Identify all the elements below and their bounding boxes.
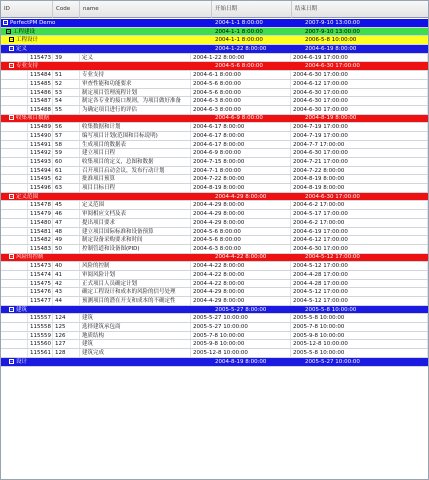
col-code-header[interactable]: Code xyxy=(53,1,80,18)
task-code: 59 xyxy=(53,149,80,157)
task-name: 风险的控制 xyxy=(80,262,191,270)
group-row[interactable] xyxy=(1,62,428,71)
group-row[interactable] xyxy=(1,115,428,124)
task-start: 2004-5-6 8:00:00 xyxy=(191,236,291,244)
task-code: 57 xyxy=(53,132,80,140)
task-name: 控制管道和设备图(PID) xyxy=(80,245,191,253)
task-id: 115557 xyxy=(30,315,51,322)
task-code: 39 xyxy=(53,54,80,62)
task-end: 2004-6-30 17:00:00 xyxy=(291,89,428,97)
row-indent xyxy=(1,219,28,227)
task-end: 2004-7-19 17:00:00 xyxy=(291,123,428,131)
task-start: 2004-6-3 8:00:00 xyxy=(191,106,291,114)
task-start: 2004-1-22 8:00:00 xyxy=(191,54,291,62)
group-title-cell xyxy=(1,193,212,201)
group-title-cell xyxy=(1,45,212,53)
task-id: 115482 xyxy=(30,237,51,244)
collapse-toggle-icon[interactable]: − xyxy=(10,63,14,69)
task-id: 115487 xyxy=(30,98,51,105)
task-name: 地质结构 xyxy=(80,332,191,340)
task-name: 召开项目启动会议，发布行动计划 xyxy=(80,167,191,175)
task-end: 2004-7-21 17:00:00 xyxy=(291,158,428,166)
group-title-cell xyxy=(1,306,212,314)
group-end-date: 2004-6-19 8:00:00 xyxy=(305,45,357,52)
group-start-date: 2004-1-22 8:00:00 xyxy=(215,45,267,52)
task-start: 2005-9-8 10:00:00 xyxy=(191,340,291,348)
task-end: 2004-6-30 17:00:00 xyxy=(291,97,428,105)
col-id-header[interactable]: ID xyxy=(1,1,53,18)
group-title-cell xyxy=(1,36,212,44)
task-end: 2005-5-8 10:00:00 xyxy=(291,349,428,357)
table-row[interactable] xyxy=(1,97,428,106)
task-id: 115496 xyxy=(30,185,51,192)
task-code: 54 xyxy=(53,97,80,105)
row-indent xyxy=(1,123,28,131)
group-start-date: 2004-1-1 8:00:00 xyxy=(215,19,263,26)
task-end: 2004-6-30 17:00:00 xyxy=(291,71,428,79)
task-id: 115474 xyxy=(30,271,51,278)
task-code: 61 xyxy=(53,167,80,175)
table-row[interactable] xyxy=(1,280,428,289)
task-code: 46 xyxy=(53,210,80,218)
group-end-date: 2004-6-30 17:00:00 xyxy=(305,63,360,70)
task-code: 50 xyxy=(53,245,80,253)
row-indent xyxy=(1,167,28,175)
collapse-toggle-icon[interactable]: − xyxy=(10,306,14,312)
task-end: 2004-7-7 17:00:00 xyxy=(291,141,428,149)
task-start: 2004-4-22 8:00:00 xyxy=(191,271,291,279)
group-start-date: 2004-4-29 8:00:00 xyxy=(215,193,267,200)
task-name: 建立项目国际标准和设备预算 xyxy=(80,228,191,236)
task-start: 2005-5-27 10:00:00 xyxy=(191,323,291,331)
task-start: 2004-5-6 8:00:00 xyxy=(191,80,291,88)
collapse-toggle-icon[interactable]: − xyxy=(10,358,14,364)
task-start: 2004-7-15 8:00:00 xyxy=(191,158,291,166)
task-start: 2004-6-17 8:00:00 xyxy=(191,141,291,149)
task-code: 43 xyxy=(53,288,80,296)
group-end-date: 2007-9-10 13:00:00 xyxy=(305,19,360,26)
row-indent xyxy=(1,201,28,209)
task-start: 2005-5-27 10:00:00 xyxy=(191,314,291,322)
task-id: 115495 xyxy=(30,176,51,183)
table-row[interactable] xyxy=(1,332,428,341)
task-code: 127 xyxy=(53,340,80,348)
task-code: 44 xyxy=(53,297,80,305)
col-start-header[interactable]: 开始日期 xyxy=(212,1,292,18)
group-start-date: 2004-8-19 8:00:00 xyxy=(215,358,267,365)
collapse-toggle-icon[interactable]: − xyxy=(10,193,14,199)
group-title-cell xyxy=(1,115,212,123)
group-start-date: 2004-5-6 8:00:00 xyxy=(215,63,263,70)
task-name: 编写项目计划(范围和目标说明) xyxy=(80,132,191,140)
task-name: 收集数据和计划 xyxy=(80,123,191,131)
task-id: 115559 xyxy=(30,332,51,339)
group-row[interactable] xyxy=(1,19,428,28)
task-code: 128 xyxy=(53,349,80,357)
group-name: 建筑 xyxy=(16,306,28,313)
task-code: 42 xyxy=(53,280,80,288)
task-end: 2004-6-12 17:00:00 xyxy=(291,80,428,88)
task-id: 115481 xyxy=(30,228,51,235)
table-row[interactable] xyxy=(1,149,428,158)
task-start: 2004-6-17 8:00:00 xyxy=(191,132,291,140)
task-start: 2004-6-9 8:00:00 xyxy=(191,149,291,157)
table-row[interactable] xyxy=(1,123,428,132)
row-indent xyxy=(1,245,28,253)
task-end: 2004-6-19 17:00:00 xyxy=(291,228,428,236)
row-indent xyxy=(1,80,28,88)
collapse-toggle-icon[interactable]: − xyxy=(10,37,14,43)
group-title-cell xyxy=(1,62,212,70)
row-indent xyxy=(1,184,28,192)
grid-rows xyxy=(1,19,428,367)
task-end: 2004-5-17 17:00:00 xyxy=(291,210,428,218)
task-start: 2004-6-1 8:00:00 xyxy=(191,71,291,79)
task-id: 115478 xyxy=(30,202,51,209)
group-name: 收集项目数据 xyxy=(16,115,50,122)
table-row[interactable] xyxy=(1,245,428,254)
task-end: 2004-8-19 8:00:00 xyxy=(291,184,428,192)
row-indent xyxy=(1,280,28,288)
table-row[interactable] xyxy=(1,184,428,193)
table-row[interactable] xyxy=(1,262,428,271)
row-indent xyxy=(1,323,28,331)
group-end-date: 2004-8-19 8:00:00 xyxy=(305,115,357,122)
task-end: 2005-12-8 10:00:00 xyxy=(291,340,428,348)
table-row[interactable] xyxy=(1,349,428,358)
task-id: 115473 xyxy=(30,54,51,61)
task-code: 53 xyxy=(53,89,80,97)
table-row[interactable] xyxy=(1,89,428,98)
task-code: 41 xyxy=(53,271,80,279)
task-name: 定义 xyxy=(80,54,191,62)
table-row[interactable] xyxy=(1,80,428,89)
task-start: 2004-4-29 8:00:00 xyxy=(191,219,291,227)
task-code: 47 xyxy=(53,219,80,227)
table-row[interactable] xyxy=(1,158,428,167)
row-indent xyxy=(1,97,28,105)
task-id: 115558 xyxy=(30,324,51,331)
task-id: 115493 xyxy=(30,159,51,165)
task-end: 2004-6-12 17:00:00 xyxy=(291,236,428,244)
task-start: 2005-12-8 10:00:00 xyxy=(191,349,291,357)
task-code: 125 xyxy=(53,323,80,331)
task-end: 2004-6-30 17:00:00 xyxy=(291,149,428,157)
group-name: 定义范围 xyxy=(16,193,39,200)
task-name: 为确定项目进行的评估 xyxy=(80,106,191,114)
task-start: 2004-4-29 8:00:00 xyxy=(191,201,291,209)
task-start: 2004-4-29 8:00:00 xyxy=(191,297,291,305)
row-indent xyxy=(1,54,28,62)
group-name: PerfectPM Demo xyxy=(10,19,56,26)
row-indent xyxy=(1,332,28,340)
task-end: 2004-7-22 8:00:00 xyxy=(291,167,428,175)
row-indent xyxy=(1,71,28,79)
task-id: 115475 xyxy=(30,280,51,287)
task-name: 审阅相应文档及表 xyxy=(80,210,191,218)
task-code: 51 xyxy=(53,71,80,79)
group-end-date: 2004-6-30 17:00:00 xyxy=(305,193,360,200)
task-id: 115561 xyxy=(30,350,51,357)
row-indent xyxy=(1,210,28,218)
task-end: 2004-8-19 8:00:00 xyxy=(291,175,428,183)
group-start-date: 2005-5-27 8:00:00 xyxy=(215,306,267,313)
task-id: 115491 xyxy=(30,141,51,148)
task-start: 2004-7-22 8:00:00 xyxy=(191,175,291,183)
row-indent xyxy=(1,314,28,322)
column-header xyxy=(1,1,428,18)
group-start-date: 2004-1-1 8:00:00 xyxy=(215,37,263,44)
group-row[interactable] xyxy=(1,36,428,45)
row-indent xyxy=(1,349,28,357)
group-start-date: 2004-4-22 8:00:00 xyxy=(215,254,267,261)
collapse-toggle-icon[interactable]: − xyxy=(10,115,14,121)
table-row[interactable] xyxy=(1,167,428,176)
group-name: 设计 xyxy=(16,358,28,365)
collapse-toggle-icon[interactable]: − xyxy=(7,28,11,34)
task-name: 制定各专业的接口规则，为项目做好准备 xyxy=(80,97,191,105)
group-title-cell xyxy=(1,358,212,366)
task-start: 2004-6-3 8:00:00 xyxy=(191,245,291,253)
group-end-date: 2006-5-8 10:00:00 xyxy=(305,37,357,44)
table-row[interactable] xyxy=(1,271,428,280)
row-indent xyxy=(1,141,28,149)
task-name: 制定设备采购要求和时间 xyxy=(80,236,191,244)
group-end-date: 2005-5-8 10:00:00 xyxy=(305,306,357,313)
task-start: 2004-4-22 8:00:00 xyxy=(191,262,291,270)
row-indent xyxy=(1,262,28,270)
task-end: 2004-6-2 17:00:00 xyxy=(291,201,428,209)
table-row[interactable] xyxy=(1,132,428,141)
table-row[interactable] xyxy=(1,210,428,219)
row-indent xyxy=(1,175,28,183)
task-name: 专业支持 xyxy=(80,71,191,79)
table-row[interactable] xyxy=(1,323,428,332)
task-start: 2004-7-1 8:00:00 xyxy=(191,167,291,175)
task-name: 确定工程设计和成本的风险的信号处理 xyxy=(80,288,191,296)
group-title-cell xyxy=(1,28,212,36)
group-row[interactable] xyxy=(1,358,428,367)
task-code: 60 xyxy=(53,158,80,166)
task-code: 62 xyxy=(53,175,80,183)
group-end-date: 2007-9-10 13:00:00 xyxy=(305,28,360,35)
task-name: 批准项目预算 xyxy=(80,175,191,183)
task-end: 2004-6-2 17:00:00 xyxy=(291,219,428,227)
task-start: 2004-5-6 8:00:00 xyxy=(191,228,291,236)
task-code: 45 xyxy=(53,201,80,209)
task-code: 55 xyxy=(53,106,80,114)
row-indent xyxy=(1,297,28,305)
row-indent xyxy=(1,228,28,236)
task-end: 2005-5-8 10:00:00 xyxy=(291,314,428,322)
task-start: 2004-4-22 8:00:00 xyxy=(191,280,291,288)
row-indent xyxy=(1,236,28,244)
task-id: 115473 xyxy=(30,263,51,270)
task-end: 2004-5-12 17:00:00 xyxy=(291,262,428,270)
table-row[interactable] xyxy=(1,288,428,297)
task-name: 审阅风险计划 xyxy=(80,271,191,279)
task-name: 正式项目人员确定计划 xyxy=(80,280,191,288)
group-row[interactable] xyxy=(1,193,428,202)
task-end: 2004-5-12 17:00:00 xyxy=(291,297,428,305)
task-end: 2004-4-28 17:00:00 xyxy=(291,280,428,288)
task-name: 项目目标日程 xyxy=(80,184,191,192)
group-name: 工程建设 xyxy=(13,28,36,35)
task-id: 115483 xyxy=(30,245,51,252)
group-start-date: 2004-1-1 8:00:00 xyxy=(215,28,263,35)
table-row[interactable] xyxy=(1,106,428,115)
task-start: 2005-7-8 10:00:00 xyxy=(191,332,291,340)
task-code: 48 xyxy=(53,228,80,236)
task-name: 建筑完成 xyxy=(80,349,191,357)
task-end: 2004-6-30 17:00:00 xyxy=(291,245,428,253)
group-row[interactable] xyxy=(1,254,428,263)
task-end: 2004-7-19 17:00:00 xyxy=(291,132,428,140)
collapse-toggle-icon[interactable]: − xyxy=(10,254,14,260)
task-id: 115488 xyxy=(30,106,51,113)
group-name: 专业支持 xyxy=(16,63,39,70)
task-code: 124 xyxy=(53,314,80,322)
task-name: 定义范围 xyxy=(80,201,191,209)
group-name: 定义 xyxy=(16,45,28,52)
task-end: 2005-7-8 10:00:00 xyxy=(291,323,428,331)
task-id: 115477 xyxy=(30,298,51,304)
group-end-date: 2004-5-12 17:00:00 xyxy=(305,254,360,261)
task-start: 2004-4-29 8:00:00 xyxy=(191,288,291,296)
group-name: 风险的控制 xyxy=(16,254,44,261)
task-end: 2004-6-19 17:00:00 xyxy=(291,54,428,62)
group-row[interactable] xyxy=(1,28,428,37)
task-id: 115492 xyxy=(30,150,51,157)
task-start: 2004-6-3 8:00:00 xyxy=(191,97,291,105)
task-id: 115480 xyxy=(30,219,51,226)
task-id: 115485 xyxy=(30,80,51,87)
row-indent xyxy=(1,288,28,296)
table-row[interactable] xyxy=(1,175,428,184)
task-end: 2005-9-8 10:00:00 xyxy=(291,332,428,340)
collapse-toggle-icon[interactable]: − xyxy=(10,45,14,51)
task-id: 115484 xyxy=(30,72,51,79)
group-row[interactable] xyxy=(1,306,428,315)
group-title-cell xyxy=(1,19,212,27)
table-row[interactable] xyxy=(1,141,428,150)
row-indent xyxy=(1,89,28,97)
row-indent xyxy=(1,158,28,166)
task-start: 2004-6-17 8:00:00 xyxy=(191,123,291,131)
task-id: 115489 xyxy=(30,124,51,131)
task-id: 115486 xyxy=(30,89,51,96)
task-start: 2004-8-19 8:00:00 xyxy=(191,184,291,192)
task-name: 制定项目管理流程计划 xyxy=(80,89,191,97)
task-id: 115476 xyxy=(30,289,51,296)
task-name: 提出项目要求 xyxy=(80,219,191,227)
task-id: 115560 xyxy=(30,341,51,348)
row-indent xyxy=(1,340,28,348)
task-name: 建立项目日程 xyxy=(80,149,191,157)
task-name: 建筑 xyxy=(80,314,191,322)
table-row[interactable] xyxy=(1,236,428,245)
table-row[interactable] xyxy=(1,201,428,210)
task-name: 收集项目的定义，总图和数据 xyxy=(80,158,191,166)
table-row[interactable] xyxy=(1,297,428,306)
col-end-header[interactable]: 结束日期 xyxy=(295,6,318,12)
task-start: 2004-5-6 8:00:00 xyxy=(191,89,291,97)
task-id: 115479 xyxy=(30,211,51,218)
task-code: 56 xyxy=(53,123,80,131)
task-id: 115494 xyxy=(30,167,51,174)
task-code: 52 xyxy=(53,80,80,88)
table-row[interactable] xyxy=(1,54,428,63)
task-code: 63 xyxy=(53,184,80,192)
task-name: 选择建筑承包商 xyxy=(80,323,191,331)
row-indent xyxy=(1,149,28,157)
collapse-toggle-icon[interactable]: − xyxy=(4,19,8,25)
col-name-header[interactable]: name xyxy=(80,1,212,18)
row-indent xyxy=(1,271,28,279)
table-row[interactable] xyxy=(1,314,428,323)
group-name: 工程设计 xyxy=(16,37,39,44)
task-code: 49 xyxy=(53,236,80,244)
task-name: 生成项目的数据表 xyxy=(80,141,191,149)
task-name: 审查性能和功能要求 xyxy=(80,80,191,88)
task-start: 2004-4-29 8:00:00 xyxy=(191,210,291,218)
table-row[interactable] xyxy=(1,219,428,228)
task-code: 58 xyxy=(53,141,80,149)
task-id: 115490 xyxy=(30,132,51,139)
group-start-date: 2004-6-9 8:00:00 xyxy=(215,115,263,122)
task-end: 2004-4-28 17:00:00 xyxy=(291,271,428,279)
group-title-cell xyxy=(1,254,212,262)
task-code: 126 xyxy=(53,332,80,340)
task-name: 建筑 xyxy=(80,340,191,348)
row-indent xyxy=(1,132,28,140)
group-row[interactable] xyxy=(1,45,428,54)
task-name: 预测项目的潜在开支和成本的不确定性 xyxy=(80,297,191,305)
task-code: 40 xyxy=(53,262,80,270)
table-row[interactable] xyxy=(1,340,428,349)
task-end: 2004-5-12 17:00:00 xyxy=(291,288,428,296)
row-indent xyxy=(1,106,28,114)
table-row[interactable] xyxy=(1,228,428,237)
table-row[interactable] xyxy=(1,71,428,80)
task-end: 2004-6-30 17:00:00 xyxy=(291,106,428,114)
group-end-date: 2005-5-27 10:00:00 xyxy=(305,358,360,365)
